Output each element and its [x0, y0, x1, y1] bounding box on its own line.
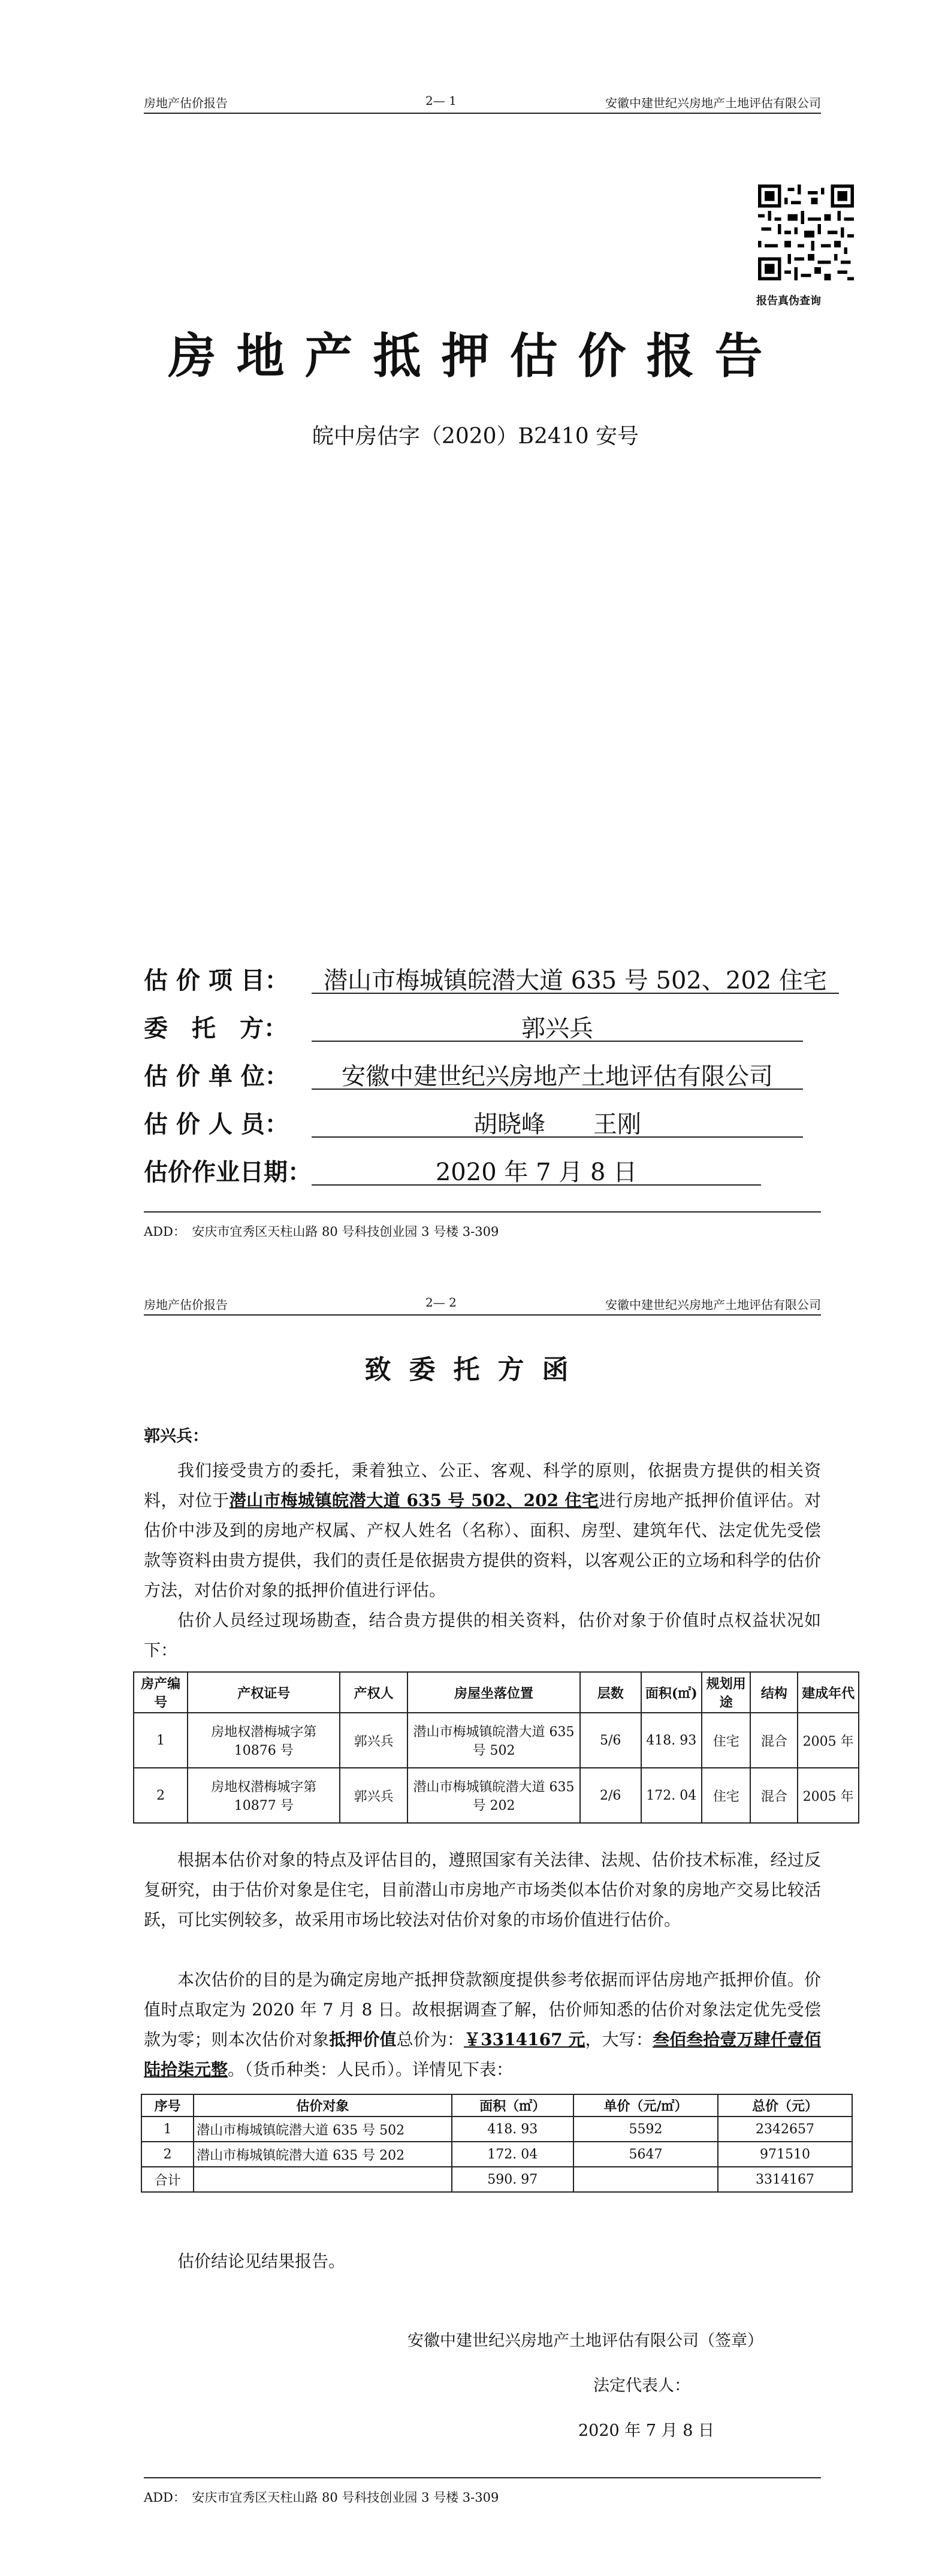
appraisers-label: 估 价 人 员：	[144, 1110, 289, 1138]
page-2	[0, 1288, 951, 2576]
p4-g: 。（货币种类：人民币）。详情见下表：	[228, 2060, 514, 2079]
cell: 2005 年	[798, 1768, 859, 1823]
cell: 潜山市梅城镇皖潜大道 635 号 502	[194, 2117, 451, 2142]
header-company: 安徽中建世纪兴房地产土地评估有限公司	[605, 1298, 821, 1312]
cell: 590. 97	[452, 2167, 573, 2192]
footer-address: ADD： 安庆市宜秀区天柱山路 80 号科技创业园 3 号楼 3-309	[144, 1211, 821, 1240]
cell: 房地权潜梅城字第 10877 号	[188, 1768, 340, 1823]
cell: 5/6	[580, 1713, 641, 1768]
cell: 5647	[573, 2142, 718, 2167]
cell: 3314167	[718, 2167, 852, 2192]
th-cert: 产权证号	[188, 1672, 340, 1713]
appraisers-value: 胡晓峰 王刚	[312, 1105, 803, 1138]
th-id: 房产编号	[134, 1672, 188, 1713]
cell: 合计	[141, 2167, 194, 2192]
cell: 2342657	[718, 2117, 852, 2142]
client-label: 委 托 方：	[144, 1014, 288, 1042]
date-value: 2020 年 7 月 8 日	[312, 1153, 761, 1186]
cell: 2	[134, 1768, 188, 1823]
table-row	[141, 2142, 852, 2167]
cell: 郭兴兵	[340, 1713, 407, 1768]
cell	[194, 2167, 451, 2192]
cell: 混合	[750, 1768, 798, 1823]
table-header-row	[134, 1672, 859, 1713]
th-floors: 层数	[580, 1672, 641, 1713]
paragraph-4	[144, 1965, 821, 2085]
letter-title: 致委托方函	[364, 1354, 587, 1385]
cell: 郭兴兵	[340, 1768, 407, 1823]
appraiser-org-value: 安徽中建世纪兴房地产土地评估有限公司	[312, 1057, 803, 1090]
qr-label: 报告真伪查询	[756, 295, 821, 307]
header-page-number: 2— 2	[425, 1295, 457, 1310]
th-area: 面积(㎡)	[641, 1672, 702, 1713]
cell: 2005 年	[798, 1713, 859, 1768]
project-value: 潜山市梅城镇皖潜大道 635 号 502、202 住宅	[312, 962, 839, 994]
footer-address: ADD： 安庆市宜秀区天柱山路 80 号科技创业园 3 号楼 3-309	[144, 2477, 821, 2506]
p1-address: 潜山市梅城镇皖潜大道 635 号 502、202 住宅	[229, 1490, 599, 1510]
table-header-row	[141, 2094, 852, 2117]
th-unit-price: 单价（元/㎡）	[573, 2094, 718, 2117]
p4-a: 本次估价的目的是为确定房地产抵押贷款额度提供参考依据而评估房地产抵押价值。价值时点取定为 2020 年 7 月 8 日。故根据调查了解，估价师知悉的估价对象法定优先受偿款为零；则本次估价对象	[144, 1970, 821, 2049]
table-row-total	[141, 2167, 852, 2192]
legal-representative: 法定代表人：	[593, 2377, 690, 2395]
th-location: 房屋坐落位置	[407, 1672, 580, 1713]
table-row	[134, 1768, 859, 1823]
cell: 418. 93	[452, 2117, 573, 2142]
th-area: 面积（㎡）	[452, 2094, 573, 2117]
p4-amount-in-words: 叁佰叁拾壹万肆仟壹佰陆拾柒元整	[144, 2030, 821, 2079]
cell: 971510	[718, 2142, 852, 2167]
paragraph-2: 估价人员经过现场勘查，结合贵方提供的相关资料，估价对象于价值时点权益状况如下：	[144, 1610, 821, 1660]
cell: 潜山市梅城镇皖潜大道 635 号 502	[407, 1713, 580, 1768]
property-table	[133, 1671, 859, 1824]
cell: 2	[141, 2142, 194, 2167]
cell: 住宅	[702, 1713, 750, 1768]
cell: 潜山市梅城镇皖潜大道 635 号 202	[194, 2142, 451, 2167]
paragraph-1	[144, 1456, 821, 1606]
th-object: 估价对象	[194, 2094, 451, 2117]
date-label: 估价作业日期：	[144, 1158, 312, 1186]
header-company: 安徽中建世纪兴房地产土地评估有限公司	[605, 96, 821, 110]
th-structure: 结构	[750, 1672, 798, 1713]
valuation-table	[141, 2094, 853, 2193]
cell: 潜山市梅城镇皖潜大道 635 号 202	[407, 1768, 580, 1823]
p1-a: 我们接受贵方的委托，秉着独立、公正、客观、科学的原则，依据贵方提供的相关资料，对位于	[144, 1461, 821, 1510]
th-owner: 产权人	[340, 1672, 407, 1713]
p4-e: ，大写：	[585, 2030, 653, 2049]
report-title: 房地产抵押估价报告	[168, 328, 783, 384]
p1-c: 进行房地产抵押价值评估。对估价中涉及到的房地产权属、产权人姓名（名称）、面积、房型、建筑年代、法定优先受偿款等资料由贵方提供，我们的责任是依据贵方提供的资料，以客观公正的立场和科学的估价方法，对估价对象的抵押价值进行评估。	[144, 1490, 821, 1600]
header-left: 房地产估价报告	[144, 1298, 228, 1312]
signature-org: 安徽中建世纪兴房地产土地评估有限公司（签章）	[407, 2332, 763, 2350]
project-label: 估 价 项 目：	[144, 966, 289, 994]
table-row	[134, 1713, 859, 1768]
client-value: 郭兴兵	[312, 1009, 803, 1042]
cell: 172. 04	[641, 1768, 702, 1823]
cell: 2/6	[580, 1768, 641, 1823]
table-row	[141, 2117, 852, 2142]
signature-date: 2020 年 7 月 8 日	[578, 2421, 714, 2440]
paragraph-3: 根据本估价对象的特点及评估目的，遵照国家有关法律、法规、估价技术标准，经过反复研究，由于估价对象是住宅，目前潜山市房地产市场类似本估价对象的房地产交易比较活跃，可比实例较多，故采用市场比较法对估价对象的市场价值进行估价。	[144, 1850, 821, 1930]
cell: 418. 93	[641, 1713, 702, 1768]
p4-mortgage-value: 抵押价值	[329, 2030, 397, 2049]
page-header	[144, 1292, 821, 1316]
cell: 住宅	[702, 1768, 750, 1823]
th-use: 规划用途	[702, 1672, 750, 1713]
th-year: 建成年代	[798, 1672, 859, 1713]
appraiser-org-label: 估 价 单 位：	[144, 1062, 289, 1090]
cell: 1	[134, 1713, 188, 1768]
salutation: 郭兴兵：	[144, 1427, 209, 1446]
qr-code-icon[interactable]	[758, 185, 854, 280]
header-left: 房地产估价报告	[144, 96, 228, 110]
cell: 172. 04	[452, 2142, 573, 2167]
cell	[573, 2167, 718, 2192]
p4-c: 总价为：	[396, 2030, 464, 2049]
cell: 房地权潜梅城字第 10876 号	[188, 1713, 340, 1768]
document-number: 皖中房估字（2020）B2410 安号	[312, 424, 639, 449]
th-total: 总价（元）	[718, 2094, 852, 2117]
cell: 5592	[573, 2117, 718, 2142]
p4-total-amount: ￥3314167 元	[464, 2030, 585, 2049]
page-header	[144, 90, 821, 114]
th-no: 序号	[141, 2094, 194, 2117]
header-page-number: 2— 1	[425, 93, 457, 108]
cell: 混合	[750, 1713, 798, 1768]
cell: 1	[141, 2117, 194, 2142]
paragraph-5: 估价结论见结果报告。	[177, 2251, 346, 2271]
